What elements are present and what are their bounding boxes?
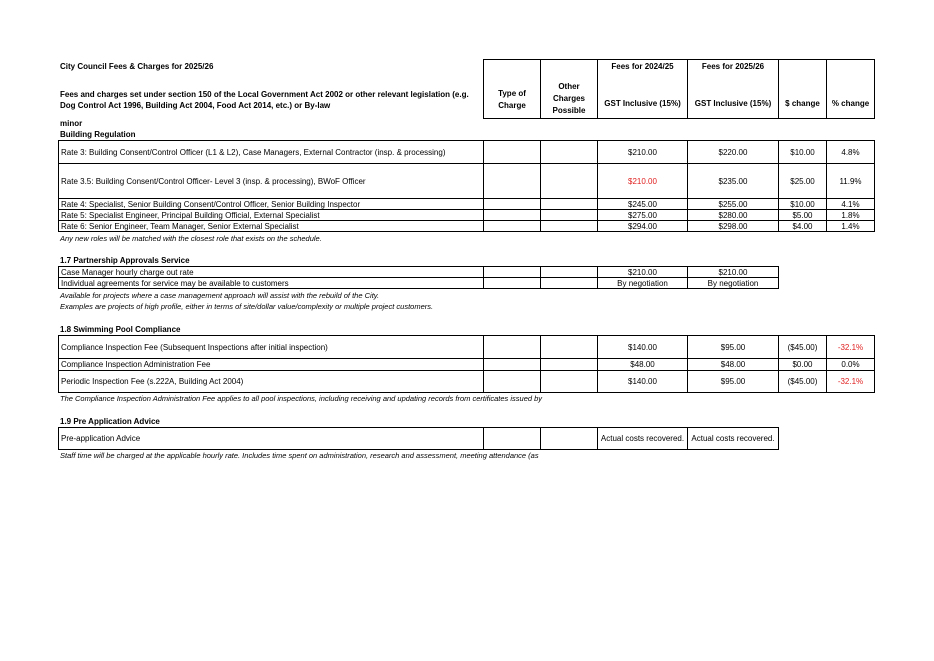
section-title-building: Building Regulation <box>60 130 136 139</box>
row-dollar-change: $10.00 <box>779 199 827 210</box>
table-row <box>59 199 875 210</box>
row-fee-prev: $210.00 <box>598 164 688 199</box>
page-title: City Council Fees & Charges for 2025/26 <box>60 62 214 71</box>
row-fee-curr: $235.00 <box>688 164 779 199</box>
row-dollar-change: $10.00 <box>779 141 827 164</box>
row-dollar-change: $5.00 <box>779 210 827 221</box>
col-fee-curr-gst: GST Inclusive (15%) <box>688 79 779 119</box>
row-fee-curr: $95.00 <box>688 336 779 359</box>
row-type <box>484 210 541 221</box>
row-dollar-change: $0.00 <box>779 359 827 371</box>
col-fee-prev-year: Fees for 2024/25 <box>598 60 688 79</box>
row-fee-prev: $140.00 <box>598 371 688 393</box>
row-type <box>484 359 541 371</box>
pool-fees-table <box>58 335 875 393</box>
row-fee-prev: $294.00 <box>598 221 688 232</box>
table-row <box>59 336 875 359</box>
row-fee-prev: $245.00 <box>598 199 688 210</box>
row-dollar-change: ($45.00) <box>779 371 827 393</box>
preapp-note: Staff time will be charged at the applicable hourly rate. Includes time spent on administration, research and assessment, meeting attendance (as <box>60 451 539 460</box>
row-dollar-change: ($45.00) <box>779 336 827 359</box>
row-dollar-change: $4.00 <box>779 221 827 232</box>
row-pct-change: -32.1% <box>827 371 875 393</box>
row-type <box>484 371 541 393</box>
row-other <box>541 278 598 289</box>
row-fee-prev: By negotiation <box>598 278 688 289</box>
row-other <box>541 199 598 210</box>
row-type <box>484 428 541 450</box>
row-description: Case Manager hourly charge out rate <box>59 267 484 278</box>
col-other-line3: Possible <box>552 106 586 115</box>
column-header-table <box>483 59 875 119</box>
row-description: Periodic Inspection Fee (s.222A, Building Act 2004) <box>59 371 484 393</box>
row-type <box>484 141 541 164</box>
building-note: Any new roles will be matched with the closest role that exists on the schedule. <box>60 234 322 243</box>
table-row <box>59 428 779 450</box>
row-fee-prev: $210.00 <box>598 267 688 278</box>
table-row <box>59 278 779 289</box>
row-description: Rate 4: Specialist, Senior Building Consent/Control Officer, Senior Building Inspector <box>59 199 484 210</box>
row-other <box>541 371 598 393</box>
row-fee-curr: $280.00 <box>688 210 779 221</box>
col-other-line2: Charges <box>552 94 585 103</box>
row-description: Rate 3.5: Building Consent/Control Officer- Level 3 (insp. & processing), BWoF Officer <box>59 164 484 199</box>
building-fees-table <box>58 140 875 232</box>
row-pct-change: 4.8% <box>827 141 875 164</box>
col-dollar-change: $ change <box>779 60 827 119</box>
row-pct-change: 1.8% <box>827 210 875 221</box>
preapp-fees-table <box>58 427 779 450</box>
row-other <box>541 141 598 164</box>
col-type-line1: Type of <box>498 89 526 98</box>
table-row <box>59 141 875 164</box>
row-fee-curr: $95.00 <box>688 371 779 393</box>
col-type-of-charge <box>484 60 541 119</box>
col-pct-change: % change <box>827 60 875 119</box>
row-description: Pre-application Advice <box>59 428 484 450</box>
row-fee-prev: $48.00 <box>598 359 688 371</box>
row-fee-curr: Actual costs recovered. <box>688 428 779 450</box>
row-fee-curr: $255.00 <box>688 199 779 210</box>
row-dollar-change: $25.00 <box>779 164 827 199</box>
row-pct-change: 0.0% <box>827 359 875 371</box>
table-row <box>59 359 875 371</box>
row-other <box>541 428 598 450</box>
table-row <box>59 371 875 393</box>
col-type-line2: Charge <box>498 101 526 110</box>
table-row <box>59 164 875 199</box>
header-description-line1: Fees and charges set under section 150 of the Local Government Act 2002 or other relevant legislation (e.g. <box>60 90 469 99</box>
row-description: Compliance Inspection Fee (Subsequent Inspections after initial inspection) <box>59 336 484 359</box>
row-fee-curr: $210.00 <box>688 267 779 278</box>
row-fee-curr: $48.00 <box>688 359 779 371</box>
table-row <box>59 210 875 221</box>
pool-note: The Compliance Inspection Administration Fee applies to all pool inspections, including receiving and updating records from certificates issued by <box>60 394 543 403</box>
row-fee-curr: By negotiation <box>688 278 779 289</box>
row-type <box>484 221 541 232</box>
row-description: Rate 6: Senior Engineer, Team Manager, Senior External Specialist <box>59 221 484 232</box>
table-row <box>59 267 779 278</box>
row-fee-prev: $210.00 <box>598 141 688 164</box>
section-title-preapp: 1.9 Pre Application Advice <box>60 417 160 426</box>
row-fee-prev: Actual costs recovered. <box>598 428 688 450</box>
partnership-note-1: Available for projects where a case management approach will assist with the rebuild of the City. <box>60 291 380 300</box>
partnership-note-2: Examples are projects of high profile, either in terms of site/dollar value/complexity or multiple project customers. <box>60 302 434 311</box>
row-description: Compliance Inspection Administration Fee <box>59 359 484 371</box>
header-description-line2: Dog Control Act 1996, Building Act 2004, Food Act 2014, etc.) or By-law <box>60 101 331 110</box>
col-other-charges <box>541 60 598 119</box>
row-other <box>541 359 598 371</box>
row-other <box>541 210 598 221</box>
row-fee-prev: $140.00 <box>598 336 688 359</box>
row-description: Individual agreements for service may be available to customers <box>59 278 484 289</box>
row-other <box>541 267 598 278</box>
col-fee-prev-gst: GST Inclusive (15%) <box>598 79 688 119</box>
section-prelabel: minor <box>60 119 83 128</box>
row-type <box>484 278 541 289</box>
partnership-fees-table <box>58 266 779 289</box>
row-other <box>541 221 598 232</box>
col-fee-curr-year: Fees for 2025/26 <box>688 60 779 79</box>
row-fee-prev: $275.00 <box>598 210 688 221</box>
row-type <box>484 267 541 278</box>
row-description: Rate 3: Building Consent/Control Officer (L1 & L2), Case Managers, External Contractor (insp. & processing) <box>59 141 484 164</box>
row-type <box>484 164 541 199</box>
table-row <box>59 221 875 232</box>
row-fee-curr: $298.00 <box>688 221 779 232</box>
section-title-partnership: 1.7 Partnership Approvals Service <box>60 256 190 265</box>
row-type <box>484 199 541 210</box>
row-pct-change: 11.9% <box>827 164 875 199</box>
row-fee-curr: $220.00 <box>688 141 779 164</box>
row-type <box>484 336 541 359</box>
row-pct-change: 4.1% <box>827 199 875 210</box>
section-title-pool: 1.8 Swimming Pool Compliance <box>60 325 181 334</box>
row-pct-change: 1.4% <box>827 221 875 232</box>
row-description: Rate 5: Specialist Engineer, Principal Building Official, External Specialist <box>59 210 484 221</box>
row-other <box>541 336 598 359</box>
row-other <box>541 164 598 199</box>
row-pct-change: -32.1% <box>827 336 875 359</box>
col-other-line1: Other <box>558 82 580 91</box>
